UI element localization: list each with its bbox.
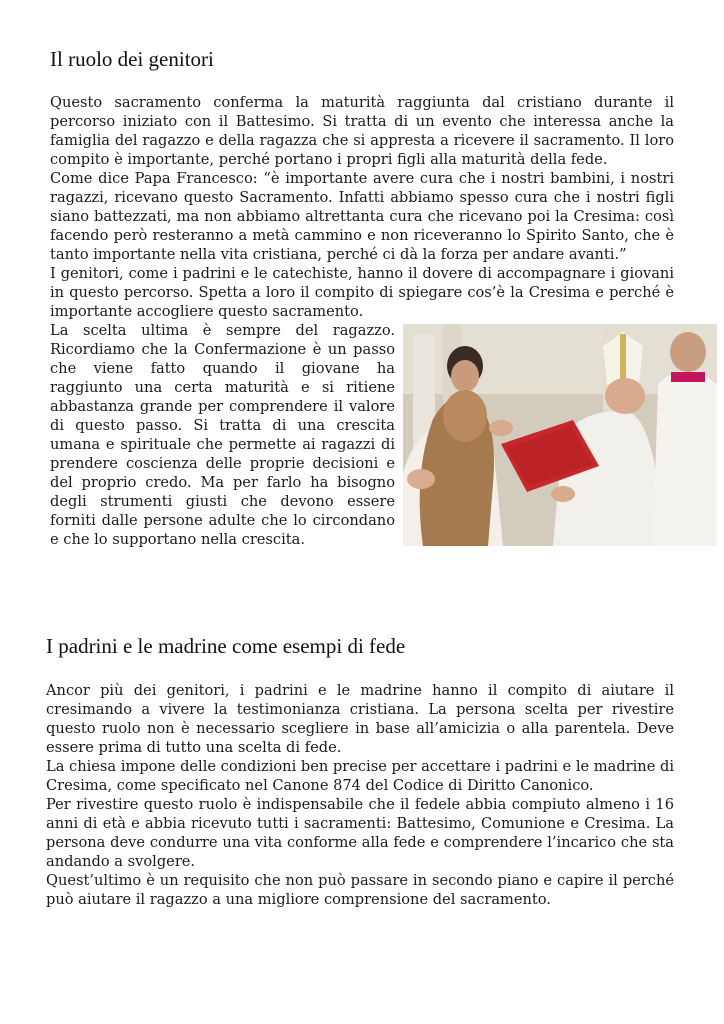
paragraph-text: La scelta ultima è sempre del ragazzo. Ricordiamo che la Confermazione è un passo che viene fatto quando il giovane ha raggiunto una certa maturità e si ritiene abbastanza grande per comprendere il valore di questo passo. Si tratta di una crescita umana e spirituale che permette ai ragazzi di prendere coscienza delle proprie decisioni e del proprio credo. Ma per farlo ha bisogno degli strumenti giusti che devono essere forniti dalle persone adulte che lo circondano e che lo supportano nella crescita. <box>50 322 395 548</box>
paragraph: I genitori, come i padrini e le catechiste, hanno il dovere di accompagnare i giovani in questo percorso. Spetta a loro il compito di spiegare cos’è la Cresima e perché è importante accogliere questo sacramento. <box>50 265 674 320</box>
section-padrini-body <box>46 681 674 909</box>
confirmation-ceremony-photo <box>403 324 717 546</box>
photo-illustration <box>403 324 717 546</box>
section-title-padrini: I padrini e le madrine come esempi di fede <box>46 634 406 658</box>
paragraph: Come dice Papa Francesco: “è importante avere cura che i nostri bambini, i nostri ragazzi, ricevano questo Sacramento. Infatti abbiamo spesso cura che i nostri figli siano battezzati, ma non abbiamo altrettanta cura che ricevano poi la Cresima: così facendo però resteranno a metà cammino e non riceveranno lo Spirito Santo, che è tanto importante nella vita cristiana, perché ci dà la forza per andare avanti.” <box>50 170 674 263</box>
paragraph: Quest’ultimo è un requisito che non può passare in secondo piano e capire il perché può aiutare il ragazzo a una migliore comprensione del sacramento. <box>46 872 674 908</box>
paragraph: La chiesa impone delle condizioni ben precise per accettare i padrini e le madrine di Cresima, come specificato nel Canone 874 del Codice di Diritto Canonico. <box>46 758 674 794</box>
paragraph: Ancor più dei genitori, i padrini e le madrine hanno il compito di aiutare il cresimando a vivere la testimonianza cristiana. La persona scelta per rivestire questo ruolo non è necessario scegliere in base all’amicizia o alla parentela. Deve essere prima di tutto una scelta di fede. <box>46 682 674 756</box>
paragraph: Per rivestire questo ruolo è indispensabile che il fedele abbia compiuto almeno i 16 anni di età e abbia ricevuto tutti i sacramenti: Battesimo, Comunione e Cresima. La persona deve condurre una vita conforme alla fede e comprendere l’incarico che sta andando a svolgere. <box>46 796 674 870</box>
section-title-genitori: Il ruolo dei genitori <box>50 47 214 71</box>
section-genitori-body <box>50 93 674 549</box>
paragraph-with-photo <box>50 321 674 549</box>
paragraph: Questo sacramento conferma la maturità raggiunta dal cristiano durante il percorso iniziato con il Battesimo. Si tratta di un evento che interessa anche la famiglia del ragazzo e della ragazza che si appresta a ricevere il sacramento. Il loro compito è importante, perché portano i propri figli alla maturità della fede. <box>50 94 674 168</box>
